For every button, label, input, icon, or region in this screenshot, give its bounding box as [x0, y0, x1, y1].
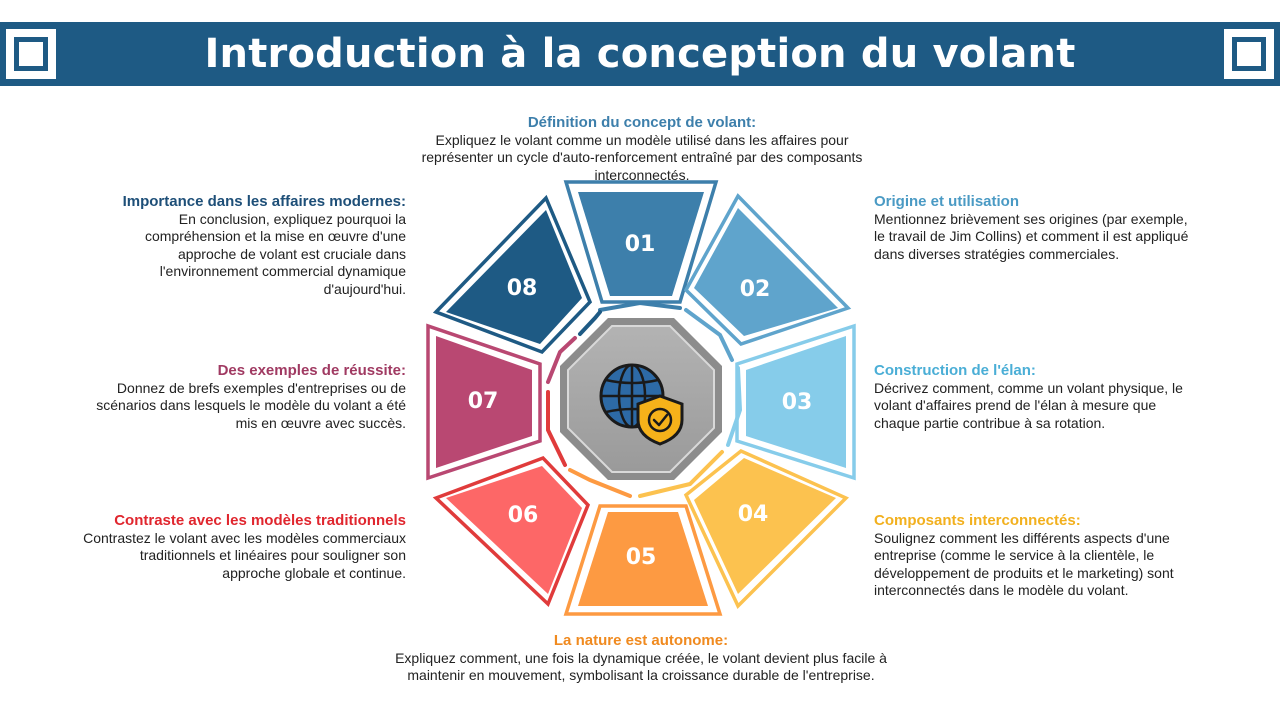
- segment-number-07: 07: [467, 389, 499, 414]
- text-block-06: [80, 512, 406, 582]
- text-block-04: [874, 512, 1204, 600]
- arc-01: [600, 303, 680, 310]
- text-block-03: [874, 362, 1204, 432]
- heading-01: Définition du concept de volant:: [527, 114, 757, 131]
- description-02: Mentionnez brièvement ses origines (par exemple, le travail de Jim Collins) et comment il est appliqué dans diverses stratégies commerciales.: [874, 210, 1189, 262]
- segment-number-08: 08: [506, 276, 538, 301]
- heading-02: Origine et utilisation: [874, 193, 1020, 210]
- page-title: Introduction à la conception du volant: [204, 31, 1076, 77]
- text-block-08: [96, 193, 406, 298]
- heading-06: Contraste avec les modèles traditionnels: [114, 512, 406, 529]
- heading-04: Composants interconnectés:: [874, 512, 1081, 529]
- segment-number-04: 04: [737, 502, 769, 527]
- description-06: Contrastez le volant avec les modèles commerciaux traditionnels et linéaires pour souligner son approche globale et continue.: [83, 529, 406, 581]
- heading-05: La nature est autonome:: [553, 632, 729, 649]
- description-01: Expliquez le volant comme un modèle utilisé dans les affaires pour représenter un cycle d'auto-renforcement entraîné par des composants interconnectés.: [421, 131, 863, 183]
- text-block-02: [874, 193, 1194, 263]
- heading-07: Des exemples de réussite:: [217, 362, 406, 379]
- description-07: Donnez de brefs exemples d'entreprises ou de scénarios dans lesquels le modèle du volant a été mis en œuvre avec succès.: [96, 379, 406, 431]
- description-03: Décrivez comment, comme un volant physique, le volant d'affaires prend de l'élan à mesure que chaque partie contribue à sa rotation.: [874, 379, 1183, 431]
- text-block-01: [400, 114, 884, 184]
- text-block-07: [86, 362, 406, 432]
- text-block-05: [380, 632, 902, 685]
- heading-03: Construction de l'élan:: [874, 362, 1036, 379]
- segment-number-03: 03: [781, 390, 813, 415]
- segment-number-05: 05: [625, 545, 657, 570]
- description-08: En conclusion, expliquez pourquoi la compréhension et la mise en œuvre d'une approche de volant est cruciale dans l'environnement commercial dynamique d'aujourd'hui.: [144, 210, 406, 297]
- segment-number-02: 02: [739, 277, 771, 302]
- description-05: Expliquez comment, une fois la dynamique créée, le volant devient plus facile à maintenir en mouvement, symbolisant la croissance durable de l'entreprise.: [395, 649, 887, 683]
- segment-number-06: 06: [507, 503, 539, 528]
- heading-08: Importance dans les affaires modernes:: [122, 193, 406, 210]
- segment-number-01: 01: [624, 232, 656, 257]
- description-04: Soulignez comment les différents aspects d'une entreprise (comme le service à la clientèle, le développement de produits et le marketing) sont interconnectés dans le modèle du volant.: [874, 529, 1174, 598]
